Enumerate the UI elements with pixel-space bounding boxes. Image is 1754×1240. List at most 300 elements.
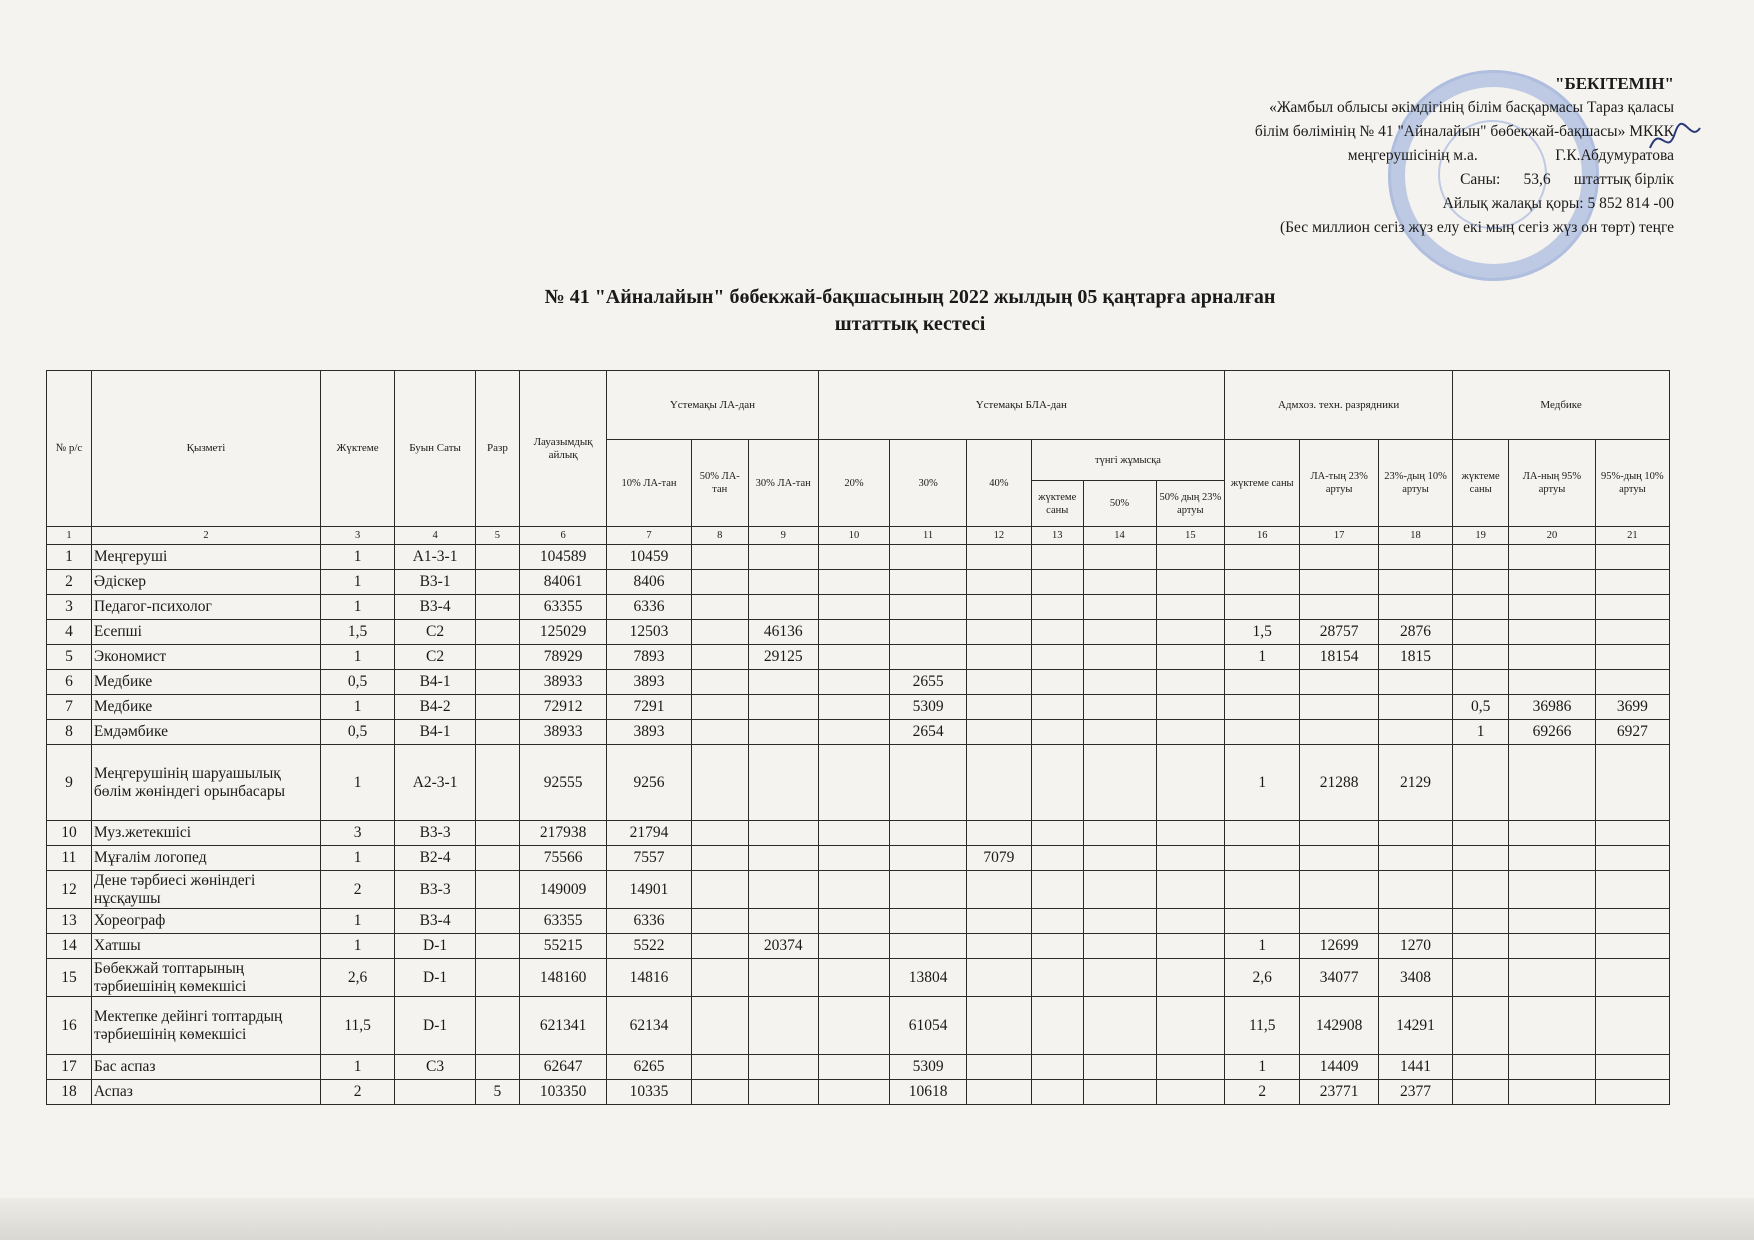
column-number-row: [47, 527, 1670, 545]
table-cell: [476, 871, 520, 909]
table-cell: [1156, 934, 1225, 959]
table-cell: [890, 545, 966, 570]
table-cell: [818, 595, 890, 620]
col-b40-header: 40%: [966, 440, 1031, 527]
table-cell: [818, 620, 890, 645]
table-cell: [748, 871, 818, 909]
table-cell: A2-3-1: [395, 745, 476, 821]
document-title: [290, 284, 1530, 338]
column-number-cell: 12: [966, 527, 1031, 545]
col-med-load-header: жүктеме саны: [1453, 440, 1509, 527]
table-cell: [691, 934, 748, 959]
position-name-cell: Педагог-психолог: [91, 595, 320, 620]
table-row: [47, 620, 1670, 645]
table-cell: [748, 670, 818, 695]
table-cell: [818, 720, 890, 745]
table-cell: [1453, 670, 1509, 695]
table-cell: [1509, 1080, 1595, 1105]
table-cell: 3699: [1595, 695, 1669, 720]
table-cell: [1031, 997, 1083, 1055]
table-cell: 1: [321, 695, 395, 720]
table-cell: [1083, 745, 1156, 821]
table-cell: 125029: [519, 620, 607, 645]
table-cell: [1300, 695, 1379, 720]
table-cell: 5522: [607, 934, 691, 959]
table-cell: [1509, 821, 1595, 846]
table-cell: [890, 645, 966, 670]
table-cell: [1595, 871, 1669, 909]
table-cell: [890, 934, 966, 959]
table-cell: 10618: [890, 1080, 966, 1105]
table-cell: C2: [395, 620, 476, 645]
row-number-cell: 17: [47, 1055, 92, 1080]
table-cell: [1156, 695, 1225, 720]
col-night50-23-header: 50% дың 23% артуы: [1156, 481, 1225, 527]
column-number-cell: 19: [1453, 527, 1509, 545]
table-cell: 28757: [1300, 620, 1379, 645]
column-number-cell: 8: [691, 527, 748, 545]
table-cell: 1270: [1378, 934, 1452, 959]
table-cell: 21794: [607, 821, 691, 846]
table-cell: [748, 1080, 818, 1105]
table-cell: [1595, 570, 1669, 595]
table-cell: 62134: [607, 997, 691, 1055]
table-cell: [966, 821, 1031, 846]
table-cell: 2: [1225, 1080, 1300, 1105]
table-cell: 2377: [1378, 1080, 1452, 1105]
row-number-cell: 1: [47, 545, 92, 570]
table-cell: [476, 959, 520, 997]
table-cell: [1378, 570, 1452, 595]
table-cell: B3-3: [395, 871, 476, 909]
table-cell: [476, 620, 520, 645]
table-cell: [1595, 997, 1669, 1055]
table-cell: 2129: [1378, 745, 1452, 821]
table-cell: [1595, 959, 1669, 997]
col-la10-header: 10% ЛА-тан: [607, 440, 691, 527]
table-cell: [1156, 1055, 1225, 1080]
column-number-cell: 14: [1083, 527, 1156, 545]
table-cell: [1031, 645, 1083, 670]
table-row: [47, 909, 1670, 934]
table-cell: 0,5: [321, 720, 395, 745]
table-cell: 69266: [1509, 720, 1595, 745]
table-cell: [1083, 720, 1156, 745]
table-cell: 10335: [607, 1080, 691, 1105]
table-cell: B3-4: [395, 909, 476, 934]
table-cell: [818, 670, 890, 695]
table-cell: [1156, 720, 1225, 745]
table-cell: [1031, 846, 1083, 871]
table-cell: [1453, 545, 1509, 570]
table-cell: 13804: [890, 959, 966, 997]
table-cell: D-1: [395, 997, 476, 1055]
table-cell: [1031, 745, 1083, 821]
table-cell: [1031, 570, 1083, 595]
column-number-cell: 9: [748, 527, 818, 545]
position-name-cell: Емдәмбике: [91, 720, 320, 745]
table-cell: 92555: [519, 745, 607, 821]
position-name-cell: Әдіскер: [91, 570, 320, 595]
table-cell: 1,5: [1225, 620, 1300, 645]
table-cell: [1595, 1055, 1669, 1080]
table-cell: [748, 745, 818, 821]
table-cell: [1453, 570, 1509, 595]
table-cell: 149009: [519, 871, 607, 909]
column-number-cell: 13: [1031, 527, 1083, 545]
position-name-cell: Медбике: [91, 695, 320, 720]
table-cell: 1: [321, 545, 395, 570]
table-cell: 1: [321, 909, 395, 934]
table-cell: [1031, 1080, 1083, 1105]
table-cell: [1453, 871, 1509, 909]
table-cell: [1156, 645, 1225, 670]
table-cell: [748, 959, 818, 997]
table-cell: 7079: [966, 846, 1031, 871]
row-number-cell: 2: [47, 570, 92, 595]
table-cell: [476, 720, 520, 745]
table-cell: 72912: [519, 695, 607, 720]
col-night-load-header: жүктеме саны: [1031, 481, 1083, 527]
table-cell: [691, 997, 748, 1055]
table-cell: [476, 545, 520, 570]
table-cell: [1083, 620, 1156, 645]
table-cell: [1031, 821, 1083, 846]
table-cell: 1815: [1378, 645, 1452, 670]
column-number-cell: 21: [1595, 527, 1669, 545]
table-cell: 2876: [1378, 620, 1452, 645]
table-cell: B3-3: [395, 821, 476, 846]
table-cell: [1225, 595, 1300, 620]
col-b20-header: 20%: [818, 440, 890, 527]
approval-line: Айлық жалақы қоры: 5 852 814 -00: [1442, 195, 1674, 212]
position-name-cell: Дене тәрбиесі жөніндегі нұсқаушы: [91, 871, 320, 909]
table-cell: 62647: [519, 1055, 607, 1080]
position-name-cell: Бөбекжай топтарының тәрбиешінің көмекшісі: [91, 959, 320, 997]
column-number-cell: 6: [519, 527, 607, 545]
table-cell: 20374: [748, 934, 818, 959]
table-cell: [890, 595, 966, 620]
table-cell: [1031, 695, 1083, 720]
table-cell: [1156, 959, 1225, 997]
col-position-header: Қызметі: [91, 371, 320, 527]
table-cell: [1083, 595, 1156, 620]
table-cell: 5: [476, 1080, 520, 1105]
table-cell: [1300, 595, 1379, 620]
table-cell: [748, 695, 818, 720]
column-number-cell: 11: [890, 527, 966, 545]
table-cell: 7557: [607, 846, 691, 871]
table-cell: [691, 959, 748, 997]
table-cell: 38933: [519, 720, 607, 745]
position-name-cell: Медбике: [91, 670, 320, 695]
table-cell: D-1: [395, 959, 476, 997]
table-cell: [1083, 670, 1156, 695]
col-med-la95-header: ЛА-ның 95% артуы: [1509, 440, 1595, 527]
table-cell: 14409: [1300, 1055, 1379, 1080]
table-cell: [691, 545, 748, 570]
table-cell: [476, 846, 520, 871]
row-number-cell: 15: [47, 959, 92, 997]
table-cell: [1378, 720, 1452, 745]
table-cell: [818, 1055, 890, 1080]
approval-heading: "БЕКІТЕМІН": [1555, 74, 1674, 93]
table-cell: [476, 1055, 520, 1080]
table-cell: [1595, 821, 1669, 846]
table-cell: [1453, 821, 1509, 846]
table-cell: [1453, 595, 1509, 620]
table-cell: [1453, 846, 1509, 871]
table-cell: [1031, 620, 1083, 645]
table-cell: [966, 545, 1031, 570]
table-cell: [748, 570, 818, 595]
table-cell: 14816: [607, 959, 691, 997]
table-cell: [1156, 620, 1225, 645]
table-cell: [1156, 545, 1225, 570]
table-cell: [1300, 670, 1379, 695]
table-cell: [1225, 909, 1300, 934]
approval-line: «Жамбыл облысы әкімдігінің білім басқармасы Тараз қаласы: [1269, 99, 1674, 116]
column-number-cell: 18: [1378, 527, 1452, 545]
table-cell: [1595, 846, 1669, 871]
row-number-cell: 18: [47, 1080, 92, 1105]
table-cell: B2-4: [395, 846, 476, 871]
table-cell: [818, 871, 890, 909]
table-cell: 3408: [1378, 959, 1452, 997]
table-cell: 5309: [890, 1055, 966, 1080]
table-cell: [818, 1080, 890, 1105]
table-cell: [476, 745, 520, 821]
table-cell: [1378, 909, 1452, 934]
table-cell: 75566: [519, 846, 607, 871]
table-cell: 2655: [890, 670, 966, 695]
table-cell: [1595, 909, 1669, 934]
table-row: [47, 846, 1670, 871]
position-name-cell: Бас аспаз: [91, 1055, 320, 1080]
table-cell: [1509, 745, 1595, 821]
table-cell: [966, 645, 1031, 670]
table-cell: [1031, 959, 1083, 997]
table-cell: [1509, 909, 1595, 934]
table-cell: [1595, 545, 1669, 570]
table-cell: 2: [321, 1080, 395, 1105]
col-no-header: № р/с: [47, 371, 92, 527]
col-b30-header: 30%: [890, 440, 966, 527]
row-number-cell: 12: [47, 871, 92, 909]
table-cell: 0,5: [321, 670, 395, 695]
table-cell: 84061: [519, 570, 607, 595]
column-number-cell: 17: [1300, 527, 1379, 545]
table-row: [47, 720, 1670, 745]
row-number-cell: 6: [47, 670, 92, 695]
table-cell: [1595, 595, 1669, 620]
table-cell: [1083, 846, 1156, 871]
table-cell: [691, 846, 748, 871]
table-cell: [1225, 720, 1300, 745]
table-cell: [966, 997, 1031, 1055]
table-cell: [1083, 871, 1156, 909]
table-row: [47, 545, 1670, 570]
table-cell: [1031, 720, 1083, 745]
table-cell: [1156, 909, 1225, 934]
table-cell: [1083, 695, 1156, 720]
table-cell: 3893: [607, 720, 691, 745]
table-cell: [1031, 909, 1083, 934]
med-group-header: Медбике: [1453, 371, 1670, 440]
table-cell: 14901: [607, 871, 691, 909]
table-cell: [818, 821, 890, 846]
table-cell: 21288: [1300, 745, 1379, 821]
title-line-1: № 41 "Айналайын" бөбекжай-бақшасының 2022 жылдың 05 қаңтарға арналған: [544, 286, 1276, 308]
table-cell: [1225, 821, 1300, 846]
table-cell: 2,6: [321, 959, 395, 997]
position-name-cell: Меңгерушінің шаруашылық бөлім жөніндегі орынбасары: [91, 745, 320, 821]
table-cell: [691, 645, 748, 670]
table-cell: [818, 997, 890, 1055]
row-number-cell: 16: [47, 997, 92, 1055]
table-cell: [1083, 959, 1156, 997]
table-cell: [476, 997, 520, 1055]
table-cell: B3-4: [395, 595, 476, 620]
table-cell: [1509, 645, 1595, 670]
table-cell: [1300, 720, 1379, 745]
column-number-cell: 2: [91, 527, 320, 545]
table-cell: [691, 620, 748, 645]
table-cell: 2,6: [1225, 959, 1300, 997]
table-cell: [966, 909, 1031, 934]
table-cell: [1300, 821, 1379, 846]
table-cell: 78929: [519, 645, 607, 670]
table-cell: [818, 959, 890, 997]
table-cell: [476, 645, 520, 670]
table-cell: 1: [321, 846, 395, 871]
table-cell: [966, 959, 1031, 997]
table-cell: [1031, 934, 1083, 959]
col-load-header: Жүктеме: [321, 371, 395, 527]
table-cell: [476, 695, 520, 720]
table-cell: 142908: [1300, 997, 1379, 1055]
table-cell: [476, 934, 520, 959]
table-cell: [748, 997, 818, 1055]
table-cell: [818, 695, 890, 720]
column-number-cell: 4: [395, 527, 476, 545]
table-cell: [1453, 909, 1509, 934]
table-cell: [1156, 1080, 1225, 1105]
column-number-cell: 16: [1225, 527, 1300, 545]
table-cell: 1: [1453, 720, 1509, 745]
table-cell: [476, 670, 520, 695]
table-cell: [395, 1080, 476, 1105]
col-salary-header: Лауазымдық айлық: [519, 371, 607, 527]
scan-bottom-edge: [0, 1198, 1754, 1240]
table-cell: [476, 570, 520, 595]
table-cell: 0,5: [1453, 695, 1509, 720]
table-cell: [748, 846, 818, 871]
position-name-cell: Есепші: [91, 620, 320, 645]
table-cell: 621341: [519, 997, 607, 1055]
adm-group-header: Адмхоз. техн. разрядники: [1225, 371, 1453, 440]
table-cell: [1300, 545, 1379, 570]
table-cell: 104589: [519, 545, 607, 570]
table-row: [47, 871, 1670, 909]
table-cell: [1509, 871, 1595, 909]
table-cell: [476, 909, 520, 934]
table-cell: [476, 821, 520, 846]
table-cell: [1083, 1055, 1156, 1080]
la-group-header: Үстемақы ЛА-дан: [607, 371, 818, 440]
table-cell: [890, 570, 966, 595]
table-cell: 36986: [1509, 695, 1595, 720]
table-cell: [1509, 934, 1595, 959]
table-cell: [748, 595, 818, 620]
table-cell: 12503: [607, 620, 691, 645]
col-grade-header: Разр: [476, 371, 520, 527]
table-cell: [966, 1080, 1031, 1105]
table-cell: [1509, 997, 1595, 1055]
table-cell: [691, 695, 748, 720]
table-cell: [966, 1055, 1031, 1080]
table-cell: [890, 745, 966, 821]
table-cell: [890, 620, 966, 645]
table-cell: [1031, 670, 1083, 695]
table-cell: [1509, 595, 1595, 620]
row-number-cell: 14: [47, 934, 92, 959]
column-number-cell: 3: [321, 527, 395, 545]
col-la50-header: 50% ЛА-тан: [691, 440, 748, 527]
table-cell: 1: [321, 595, 395, 620]
row-number-cell: 8: [47, 720, 92, 745]
table-cell: [1595, 645, 1669, 670]
column-number-cell: 1: [47, 527, 92, 545]
table-cell: 5309: [890, 695, 966, 720]
table-cell: [748, 545, 818, 570]
table-cell: 6336: [607, 909, 691, 934]
position-name-cell: Аспаз: [91, 1080, 320, 1105]
table-cell: B3-1: [395, 570, 476, 595]
row-number-cell: 13: [47, 909, 92, 934]
table-cell: [1225, 545, 1300, 570]
approval-line: меңгерушісінің м.а. Г.К.Абдумуратова: [1347, 147, 1674, 164]
table-cell: 63355: [519, 909, 607, 934]
table-cell: B4-2: [395, 695, 476, 720]
table-cell: 55215: [519, 934, 607, 959]
table-cell: [890, 871, 966, 909]
table-cell: 1: [321, 745, 395, 821]
table-cell: 1,5: [321, 620, 395, 645]
position-name-cell: Мұғалім логопед: [91, 846, 320, 871]
table-cell: [691, 821, 748, 846]
table-cell: B4-1: [395, 670, 476, 695]
table-cell: 34077: [1300, 959, 1379, 997]
table-cell: [1509, 1055, 1595, 1080]
title-line-2: штаттық кестесі: [834, 313, 986, 335]
table-cell: [1595, 620, 1669, 645]
table-cell: [1378, 595, 1452, 620]
table-cell: [1453, 1055, 1509, 1080]
table-cell: [1509, 670, 1595, 695]
table-cell: C3: [395, 1055, 476, 1080]
table-cell: [1300, 871, 1379, 909]
table-row: [47, 645, 1670, 670]
staff-table: [46, 370, 1670, 1105]
table-cell: 1: [1225, 934, 1300, 959]
col-category-header: Буын Саты: [395, 371, 476, 527]
table-cell: [691, 595, 748, 620]
table-cell: 23771: [1300, 1080, 1379, 1105]
table-cell: [1509, 620, 1595, 645]
table-cell: [691, 1080, 748, 1105]
table-cell: [691, 1055, 748, 1080]
